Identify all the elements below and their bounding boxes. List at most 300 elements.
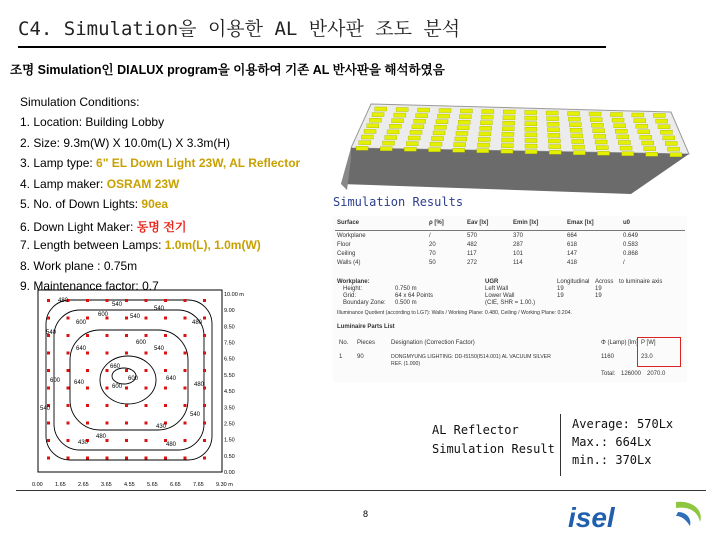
x-tick-label: 2.65 xyxy=(78,482,89,488)
lamp-3d xyxy=(572,140,584,144)
lamp-dot xyxy=(67,317,70,320)
y-tick-label: 8.50 xyxy=(224,324,235,331)
contour-label: 600 xyxy=(76,320,87,326)
contour-label: 600 xyxy=(128,376,139,382)
lamp-dot xyxy=(106,422,109,425)
x-tick-label: 7.65 xyxy=(193,482,204,488)
y-tick-label: 1.50 xyxy=(224,437,235,444)
lamp-dot xyxy=(145,369,148,372)
stats-divider xyxy=(560,414,561,476)
ugr-across: Across xyxy=(595,279,614,285)
lamp-dot xyxy=(67,387,70,390)
ugr-label: UGR xyxy=(485,279,499,285)
lamp-dot xyxy=(184,404,187,407)
lamp-3d xyxy=(618,141,630,145)
lamp-dot xyxy=(106,299,109,302)
table-cell: 0.583 xyxy=(623,242,639,248)
lamp-dot xyxy=(184,299,187,302)
lamp-dot xyxy=(145,422,148,425)
lamp-3d xyxy=(382,141,394,145)
table-cell: 664 xyxy=(567,233,578,239)
table-rule xyxy=(335,230,685,231)
lamp-dot xyxy=(184,457,187,460)
table-cell: 370 xyxy=(513,233,524,239)
parts-cell: 1 xyxy=(339,354,343,360)
y-tick-label: 9.00 xyxy=(224,308,235,315)
parts-header: Pieces xyxy=(357,340,376,346)
lamp-dot xyxy=(125,352,128,355)
lamp-3d xyxy=(644,147,656,151)
lamp-3d xyxy=(435,125,447,129)
lamp-3d xyxy=(410,130,422,134)
lamp-dot xyxy=(125,404,128,407)
lamp-dot xyxy=(184,334,187,337)
contour-label: 430 xyxy=(78,440,89,446)
stat-average: Average: 570Lx xyxy=(572,417,674,431)
contour-label: 540 xyxy=(190,412,201,418)
lamp-3d xyxy=(525,122,537,126)
table-cell: 0.649 xyxy=(623,233,639,239)
lamp-3d xyxy=(389,124,401,128)
lamp-dot xyxy=(125,439,128,442)
contour-label: 540 xyxy=(154,306,165,312)
table-cell: 101 xyxy=(513,251,524,257)
lamp-3d xyxy=(436,120,448,124)
isoline-plot xyxy=(16,288,248,494)
table-header: Emax [lx] xyxy=(567,220,594,226)
lamp-3d xyxy=(456,131,468,135)
parts-ref: REF. (1.000) xyxy=(391,361,421,367)
contour-label: 540 xyxy=(40,406,51,412)
lamp-3d xyxy=(385,136,397,140)
lamp-3d xyxy=(429,148,441,152)
condition-label: 7. Length between Lamps: xyxy=(20,238,165,252)
lamp-dot xyxy=(203,457,206,460)
parts-cell: DONGMYUNG LIGHTING: DD-I5150(I514.001) AL VACUUM SILVER xyxy=(391,354,551,360)
lamp-dot xyxy=(67,334,70,337)
lamp-3d xyxy=(594,134,606,138)
lamp-3d xyxy=(394,113,406,117)
lamp-dot xyxy=(184,352,187,355)
lamp-3d xyxy=(477,149,489,153)
lamp-3d xyxy=(593,129,605,133)
lamp-3d xyxy=(380,147,392,151)
condition-label: 3. Lamp type: xyxy=(20,156,97,170)
condition-item xyxy=(20,197,168,211)
parts-header: No. xyxy=(339,340,349,346)
workplane-label: Grid: xyxy=(343,293,357,299)
x-tick-label: 6.65 xyxy=(170,482,181,488)
parts-header: Φ (Lamp) [lm] xyxy=(601,340,638,346)
condition-item xyxy=(20,115,164,129)
workplane-label: Workplane: xyxy=(337,279,370,285)
condition-value: 6" EL Down Light 23W, AL Reflector xyxy=(96,156,301,170)
total-label: Total: xyxy=(601,371,616,377)
lamp-dot xyxy=(86,457,89,460)
lamp-dot xyxy=(203,404,206,407)
lamp-3d xyxy=(501,149,513,153)
lamp-dot xyxy=(86,317,89,320)
table-cell: 70 xyxy=(429,251,436,257)
lamp-3d xyxy=(658,125,670,129)
contour-label: 660 xyxy=(110,364,121,370)
lamp-3d xyxy=(502,127,514,131)
contour-label: 480 xyxy=(58,298,69,304)
lamp-dot xyxy=(86,334,89,337)
isel-logo xyxy=(568,500,708,532)
y-axis-ticks xyxy=(224,292,244,476)
lamp-3d xyxy=(525,111,537,115)
workplane-value: 0.500 m xyxy=(395,300,417,306)
lamp-dot xyxy=(125,334,128,337)
lamp-3d xyxy=(632,113,644,117)
lamp-3d xyxy=(454,143,466,147)
lamp-3d xyxy=(396,108,408,112)
results-title: Simulation Results xyxy=(333,195,464,209)
lamp-3d xyxy=(372,113,384,117)
condition-value: 동명 전기 xyxy=(136,219,187,234)
lamp-3d xyxy=(503,121,515,125)
lamp-3d xyxy=(503,116,515,120)
slide-title: C4. Simulation을 이용한 AL 반사판 조도 분석 xyxy=(18,18,461,40)
lamp-dot xyxy=(106,404,109,407)
lamp-dot xyxy=(203,369,206,372)
lamp-3d xyxy=(547,128,559,132)
lamp-3d xyxy=(439,109,451,113)
lamp-3d xyxy=(404,147,416,151)
lamp-dot xyxy=(67,404,70,407)
contour-label: 480 xyxy=(166,442,177,448)
lamp-dot xyxy=(47,457,50,460)
table-cell: 114 xyxy=(513,260,523,266)
room-floor-shadow xyxy=(341,148,689,194)
ugr-across: 19 xyxy=(595,293,602,299)
logo-text: isel xyxy=(568,502,615,532)
lamp-dot xyxy=(67,369,70,372)
table-cell: 272 xyxy=(467,260,478,266)
lamp-3d xyxy=(455,137,467,141)
lamp-3d xyxy=(503,110,515,114)
condition-label: 5. No. of Down Lights: xyxy=(20,197,142,211)
lamp-dot xyxy=(164,317,167,320)
condition-label: 4. Lamp maker: xyxy=(20,176,107,191)
table-header: u0 xyxy=(623,220,631,226)
contour-label: 600 xyxy=(136,340,147,346)
table-cell: / xyxy=(429,233,431,239)
illuminance-note: Illuminance Quotient (according to LG7): Walls / Working Plane: 0.480, Ceiling / Working Plane: 0.204. xyxy=(337,310,572,316)
contour-label: 480 xyxy=(192,320,203,326)
ugr-value: 19 xyxy=(557,293,564,299)
table-cell: 0.868 xyxy=(623,251,639,257)
condition-item xyxy=(20,218,186,235)
lamp-dot xyxy=(86,387,89,390)
x-tick-label: 5.65 xyxy=(147,482,158,488)
table-cell: / xyxy=(623,260,625,266)
lamp-dot xyxy=(203,422,206,425)
condition-item xyxy=(20,279,159,293)
y-tick-label: 2.50 xyxy=(224,421,235,428)
lamp-3d xyxy=(525,139,537,143)
lamp-3d xyxy=(568,112,580,116)
stat-min: min.: 370Lx xyxy=(572,453,652,467)
lamp-3d xyxy=(414,119,426,123)
lamp-dot xyxy=(145,317,148,320)
lamp-3d xyxy=(361,135,373,139)
lamp-dot xyxy=(203,299,206,302)
condition-label: 9. Maintenance factor: 0.7 xyxy=(20,279,159,293)
table-cell: 570 xyxy=(467,233,478,239)
ugr-label: Lower Wall xyxy=(485,293,515,299)
lamp-dot xyxy=(67,352,70,355)
parts-header: P [W] xyxy=(641,340,656,346)
lamp-3d xyxy=(369,118,381,122)
lamp-dot xyxy=(145,457,148,460)
contour-label: 480 xyxy=(96,434,107,440)
lamp-3d xyxy=(364,129,376,133)
page-number: 8 xyxy=(363,509,369,519)
lamp-3d xyxy=(568,117,580,121)
contour-label: 600 xyxy=(50,378,61,384)
lamp-dot xyxy=(47,387,50,390)
table-cell: 618 xyxy=(567,242,578,248)
contour-label: 540 xyxy=(154,346,165,352)
lamp-dot xyxy=(125,387,128,390)
lamp-dot xyxy=(67,422,70,425)
lamp-3d xyxy=(392,119,404,123)
ugr-suffix: to luminaire axis xyxy=(619,279,663,285)
lamp-3d xyxy=(642,141,654,145)
lamp-dot xyxy=(145,387,148,390)
lamp-3d xyxy=(547,117,559,121)
lamp-3d xyxy=(620,146,632,150)
lamp-3d xyxy=(617,135,629,139)
lamp-3d xyxy=(663,136,675,140)
lamp-3d xyxy=(573,151,585,155)
lamp-dot xyxy=(86,422,89,425)
lamp-dot xyxy=(125,299,128,302)
contour-label: 640 xyxy=(74,380,85,386)
lamp-3d xyxy=(614,124,626,128)
lamp-dot xyxy=(145,299,148,302)
lamp-dot xyxy=(184,439,187,442)
lamp-3d xyxy=(596,146,608,150)
lamp-dot xyxy=(47,439,50,442)
lamp-dot xyxy=(145,439,148,442)
lamp-3d xyxy=(570,128,582,132)
lamp-3d xyxy=(481,115,493,119)
y-tick-label: 10.00 m xyxy=(224,292,244,298)
lamp-3d xyxy=(634,119,646,123)
x-tick-label: 0.00 xyxy=(32,482,43,488)
lamp-dot xyxy=(86,369,89,372)
table-cell: 418 xyxy=(567,260,578,266)
x-tick-label: 3.65 xyxy=(101,482,112,488)
lamp-dot xyxy=(203,317,206,320)
lamp-3d xyxy=(612,118,624,122)
table-header: Emin [lx] xyxy=(513,220,539,226)
lamp-3d xyxy=(433,131,445,135)
lamp-dot xyxy=(86,299,89,302)
lamp-3d xyxy=(638,130,650,134)
condition-label: 8. Work plane : 0.75m xyxy=(20,258,138,273)
lamp-dot xyxy=(164,352,167,355)
workplane-label: Height: xyxy=(343,286,363,292)
lamp-3d xyxy=(502,138,514,142)
lamp-3d xyxy=(412,125,424,129)
parts-header: Designation (Correction Factor) xyxy=(391,340,475,346)
parts-list-title: Luminaire Parts List xyxy=(337,324,395,330)
parts-cell: 90 xyxy=(357,354,364,360)
lamp-dot xyxy=(47,422,50,425)
x-tick-label: 4.55 xyxy=(124,482,135,488)
footer-divider xyxy=(16,490,706,491)
lamp-3d xyxy=(418,108,430,112)
lamp-3d xyxy=(453,148,465,152)
power-highlight-box xyxy=(637,337,681,367)
x-axis-ticks xyxy=(32,482,233,488)
lamp-3d xyxy=(482,110,494,114)
lamp-3d xyxy=(480,126,492,130)
contour-label: 600 xyxy=(112,384,123,390)
lamp-3d xyxy=(432,137,444,141)
ugr-label: (CIE, SHR = 1.00.) xyxy=(485,300,536,306)
lamp-dot xyxy=(106,352,109,355)
y-tick-label: 5.50 xyxy=(224,372,235,379)
table-cell: 287 xyxy=(513,242,524,248)
lamp-3d xyxy=(660,130,672,134)
lamp-dot xyxy=(203,334,206,337)
lamp-3d xyxy=(438,114,450,118)
lamp-dot xyxy=(164,457,167,460)
slide-subtitle: 조명 Simulation인 DIALUX program을 이용하여 기존 AL 반사판을 해석하였음 xyxy=(10,63,445,77)
lamp-3d xyxy=(670,153,682,157)
lamp-dot xyxy=(106,457,109,460)
lamp-3d xyxy=(408,136,420,140)
lamp-dot xyxy=(184,369,187,372)
lamp-dot xyxy=(125,369,128,372)
condition-item xyxy=(20,136,230,150)
lamp-3d xyxy=(569,123,581,127)
room-3d-render xyxy=(331,98,693,200)
results-table xyxy=(333,216,687,382)
ugr-value: Longitudinal xyxy=(557,279,590,285)
workplane-value: 0.750 m xyxy=(395,286,417,292)
parts-cell: 1160 xyxy=(601,354,614,360)
lamp-dot xyxy=(106,334,109,337)
lamp-3d xyxy=(375,107,387,111)
lamp-3d xyxy=(430,142,442,146)
lamp-dot xyxy=(164,369,167,372)
lamp-dot xyxy=(164,334,167,337)
lamp-3d xyxy=(460,109,472,113)
condition-label: 1. Location: Building Lobby xyxy=(20,115,165,129)
condition-value: OSRAM 23W xyxy=(106,176,180,191)
lamp-dot xyxy=(164,387,167,390)
lamp-3d xyxy=(457,126,469,130)
y-tick-label: 7.50 xyxy=(224,340,235,347)
lamp-3d xyxy=(590,118,602,122)
lamp-dot xyxy=(184,317,187,320)
lamp-3d xyxy=(653,114,665,118)
lamp-3d xyxy=(478,143,490,147)
total-power: 2070.0 xyxy=(647,371,666,377)
lamp-3d xyxy=(546,111,558,115)
lamp-dot xyxy=(203,439,206,442)
lamp-dot xyxy=(184,422,187,425)
lamp-dot xyxy=(47,352,50,355)
lamp-3d xyxy=(459,115,471,119)
lamp-3d xyxy=(387,130,399,134)
lamp-3d xyxy=(525,150,537,154)
lamp-3d xyxy=(656,119,668,123)
condition-item xyxy=(20,177,179,191)
lamp-dot xyxy=(67,457,70,460)
lamp-dot xyxy=(47,317,50,320)
lamp-dot xyxy=(106,369,109,372)
lamp-3d xyxy=(502,132,514,136)
logo-swoosh-blue xyxy=(676,512,690,526)
lamp-dot xyxy=(145,334,148,337)
contour-label: 640 xyxy=(166,376,177,382)
lamp-3d xyxy=(406,142,418,146)
lamp-3d xyxy=(571,134,583,138)
lamp-dot xyxy=(203,352,206,355)
lamp-3d xyxy=(622,152,634,156)
lamp-dot xyxy=(106,387,109,390)
condition-item xyxy=(20,238,261,252)
lamp-3d xyxy=(525,144,537,148)
stat-max: Max.: 664Lx xyxy=(572,435,652,449)
table-cell: Walls (4) xyxy=(337,260,361,266)
condition-label: 6. Down Light Maker: xyxy=(20,219,137,234)
ugr-value: 19 xyxy=(557,286,564,292)
reflector-label xyxy=(432,421,555,459)
lamp-dot xyxy=(164,299,167,302)
table-cell: 482 xyxy=(467,242,478,248)
lamp-dot xyxy=(47,299,50,302)
table-cell: 147 xyxy=(567,251,578,257)
table-cell: Floor xyxy=(337,242,351,248)
lamp-3d xyxy=(525,127,537,131)
lamp-dot xyxy=(86,352,89,355)
lamp-3d xyxy=(359,141,371,145)
lamp-3d xyxy=(636,124,648,128)
lamp-3d xyxy=(615,129,627,133)
illuminance-stats xyxy=(572,415,673,469)
lamp-3d xyxy=(501,144,513,148)
lamp-3d xyxy=(668,147,680,151)
contour-label: 430 xyxy=(156,424,167,430)
table-header: Surface xyxy=(337,220,360,226)
reflector-label-line1: AL Reflector xyxy=(432,423,519,437)
lamp-dot xyxy=(164,404,167,407)
table-cell: Ceiling xyxy=(337,251,356,257)
lamp-dot xyxy=(145,352,148,355)
lamp-3d xyxy=(548,133,560,137)
lamp-3d xyxy=(525,133,537,137)
lamp-3d xyxy=(591,123,603,127)
condition-item xyxy=(20,259,137,273)
lamp-dot xyxy=(47,369,50,372)
y-tick-label: 6.50 xyxy=(224,356,235,363)
condition-label: 2. Size: 9.3m(W) X 10.0m(L) X 3.3m(H) xyxy=(20,135,231,150)
lamp-3d xyxy=(665,142,677,146)
contour-label: 640 xyxy=(76,346,87,352)
contour-label: 480 xyxy=(194,382,205,388)
total-flux: 126000 xyxy=(621,371,642,377)
y-tick-label: 4.50 xyxy=(224,389,235,396)
table-cell: Workplane xyxy=(337,233,366,239)
